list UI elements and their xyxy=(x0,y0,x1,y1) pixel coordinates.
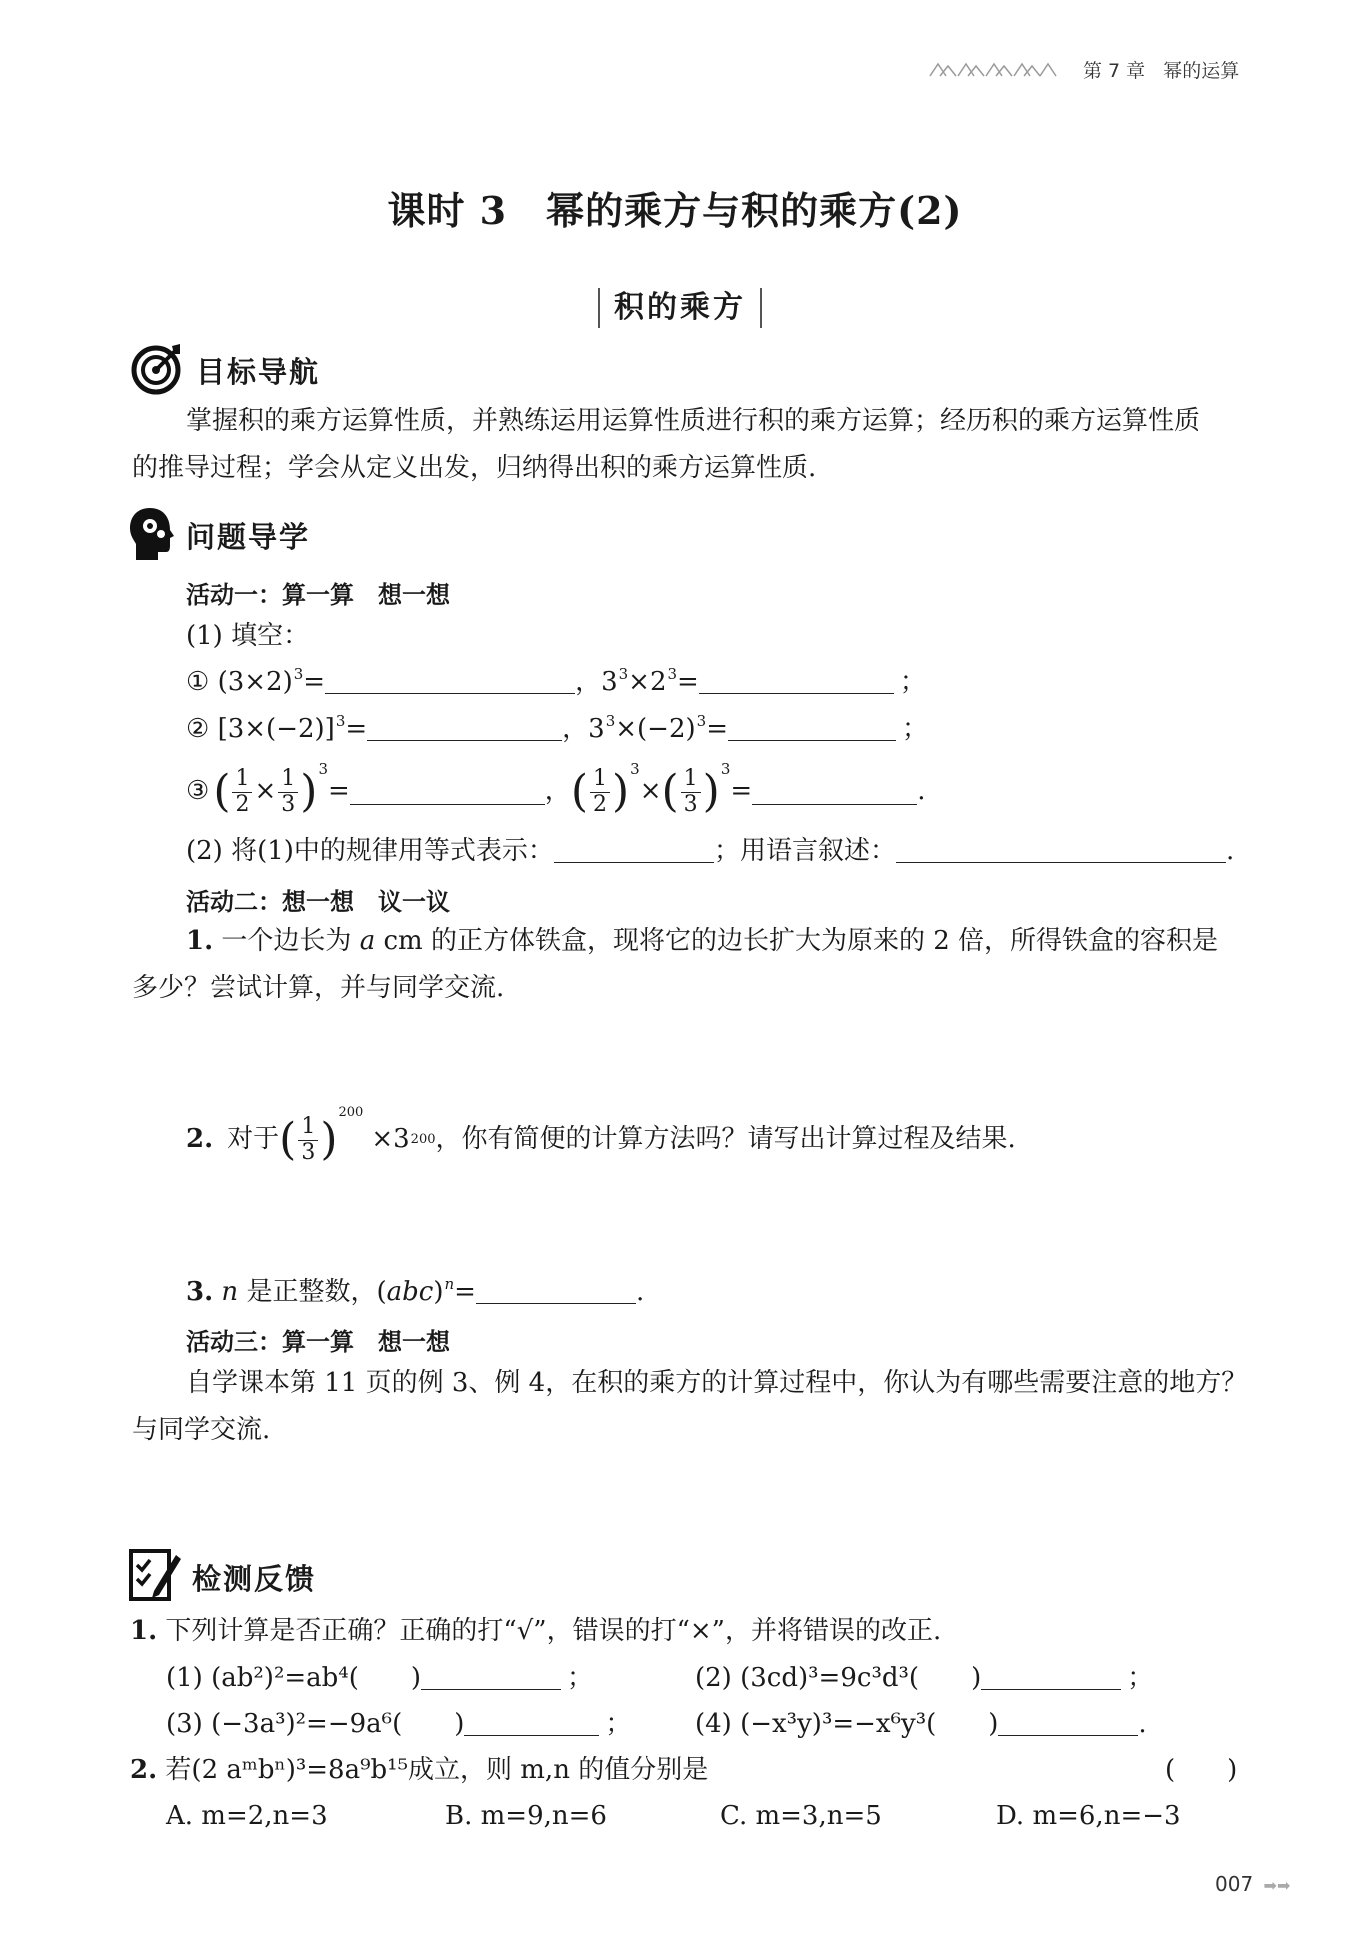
activity1-heading: 活动一：算一算 想一想 xyxy=(186,581,450,609)
fraction-third xyxy=(278,767,298,816)
problem-text: ×3 xyxy=(371,1124,410,1155)
problem-2: 2. 对于 ( $\frac{1}{3}$ ) 200 ×3 200 ，你有简便的计算方法吗？请写出计算过程及结果. xyxy=(186,1105,1016,1165)
problem-1-line2: 多少？尝试计算，并与同学交流. xyxy=(132,973,505,1003)
item-expr: (1) (ab²)²=ab⁴( ) xyxy=(166,1663,422,1693)
answer-blank-rule[interactable] xyxy=(554,838,714,863)
semicolon: ； xyxy=(567,1663,594,1693)
feedback-q1 xyxy=(130,1615,941,1649)
exp: 3 xyxy=(696,712,707,730)
option-b[interactable]: B. m=9,n=6 xyxy=(445,1801,607,1831)
eq: = xyxy=(345,714,368,744)
eq: = xyxy=(677,667,699,697)
denominator: 3 xyxy=(301,1139,316,1165)
problem-text: 对于 xyxy=(227,1124,280,1155)
expr-2a: ② [3×(−2)] xyxy=(186,714,335,744)
problem-number: 3. xyxy=(186,1277,214,1307)
semicolon: ； xyxy=(902,714,929,744)
answer-blank-2a[interactable] xyxy=(367,716,562,741)
denominator: 2 xyxy=(235,791,250,817)
activity3-line2: 与同学交流. xyxy=(132,1415,271,1445)
answer-blank-1a[interactable] xyxy=(325,669,575,694)
activity2-heading: 活动二：想一想 议一议 xyxy=(186,888,450,916)
page-number: 007 xyxy=(1215,1872,1254,1896)
fraction-third xyxy=(298,1115,318,1164)
expr-1c: ，3 xyxy=(575,667,618,697)
subtitle-box xyxy=(598,288,762,328)
eq: = xyxy=(303,667,326,697)
problem-number: 1. xyxy=(186,926,214,956)
feedback-item-2 xyxy=(695,1662,1153,1696)
question-text: 下列计算是否正确？正确的打“√”，错误的打“×”，并将错误的改正. xyxy=(165,1616,942,1646)
period: . xyxy=(635,1277,645,1307)
fill-row-4 xyxy=(186,835,1234,869)
target-icon xyxy=(130,340,186,396)
exp: 3 xyxy=(605,712,616,730)
subtitle: 积的乘方 xyxy=(614,290,746,325)
item-expr: (3) (−3a³)²=−9a⁶( ) xyxy=(166,1709,465,1739)
answer-blank-i2[interactable] xyxy=(981,1665,1121,1690)
question-text: 若(2 aᵐbⁿ)³=8a⁹b¹⁵成立，则 m,n 的值分别是 xyxy=(165,1755,709,1785)
variable-abc: abc xyxy=(386,1277,434,1307)
paren: ) xyxy=(433,1277,444,1307)
comma: ， xyxy=(544,776,571,807)
semicolon: ； xyxy=(899,667,926,697)
fraction-half xyxy=(232,767,252,816)
chapter-number: 第 7 章 xyxy=(1083,60,1146,82)
fill-row-2 xyxy=(186,712,928,747)
eq: = xyxy=(706,714,728,744)
circled-3: ③ xyxy=(186,776,210,807)
period: . xyxy=(1225,836,1235,866)
feedback-item-3 xyxy=(166,1708,631,1742)
answer-blank-3b[interactable] xyxy=(752,780,917,805)
exp: n xyxy=(444,1275,455,1293)
answer-blank-3a[interactable] xyxy=(350,780,545,805)
item-expr: (4) (−x³y)³=−x⁶y³( ) xyxy=(695,1709,999,1739)
problem-number: 2. xyxy=(186,1124,214,1155)
times: × xyxy=(639,776,662,807)
eq: = xyxy=(328,776,350,807)
expr-1d: ×2 xyxy=(628,667,667,697)
feedback-item-1 xyxy=(166,1662,593,1696)
problem-text: 一个边长为 xyxy=(221,926,352,956)
checklist-pen-icon xyxy=(128,1545,182,1603)
exp: 3 xyxy=(720,760,731,778)
activity3-heading: 活动三：算一算 想一想 xyxy=(186,1328,450,1356)
fill-row-3: ③ ( $\frac{1}{2}$ × $\frac{1}{3}$ ) 3 = ， ( $\frac{1}{2}$ ) 3 × ( $\frac{1}{3}$ ) 3 = . xyxy=(186,760,926,817)
verbal-prompt: ；用语言叙述： xyxy=(713,836,896,866)
answer-blank-p3[interactable] xyxy=(476,1279,636,1304)
fill-instruction: (1) 填空： xyxy=(186,621,310,651)
numerator: 1 xyxy=(298,1115,318,1140)
denominator: 2 xyxy=(592,791,607,817)
denominator: 3 xyxy=(683,791,698,817)
arrow-icon: ➡➡ xyxy=(1263,1876,1291,1895)
period: . xyxy=(917,776,926,807)
question-number: 1. xyxy=(130,1616,158,1646)
period: . xyxy=(1138,1709,1147,1739)
section-heading-questions: 问题导学 xyxy=(186,520,311,554)
exp: 3 xyxy=(630,760,640,778)
answer-paren[interactable]: ( ) xyxy=(1165,1755,1238,1785)
expr-2d: ×(−2) xyxy=(615,714,696,744)
answer-blank-2b[interactable] xyxy=(728,716,896,741)
denominator: 3 xyxy=(281,791,296,817)
numerator: 1 xyxy=(278,767,298,792)
numerator: 1 xyxy=(590,767,610,792)
numerator: 1 xyxy=(681,767,701,792)
option-a[interactable]: A. m=2,n=3 xyxy=(166,1801,328,1831)
answer-blank-i4[interactable] xyxy=(998,1711,1138,1736)
problem-1-line1 xyxy=(186,925,1218,959)
activity3-line1: 自学课本第 11 页的例 3、例 4，在积的乘方的计算过程中，你认为有哪些需要注意的地方？ xyxy=(186,1368,1248,1398)
semicolon: ； xyxy=(605,1709,632,1739)
section-heading-feedback: 检测反馈 xyxy=(192,1562,317,1596)
header-mountain-decoration xyxy=(928,58,1063,80)
answer-blank-1b[interactable] xyxy=(699,669,894,694)
item-expr: (2) (3cd)³=9c³d³( ) xyxy=(695,1663,982,1693)
exp: 200 xyxy=(410,1131,436,1147)
exp: 200 xyxy=(338,1105,364,1120)
problem-text: cm 的正方体铁盒，现将它的边长扩大为原来的 2 倍，所得铁盒的容积是 xyxy=(383,926,1219,956)
exp: 3 xyxy=(335,712,346,730)
question-number: 2. xyxy=(130,1755,158,1785)
problem-text: 是正整数，( xyxy=(246,1277,387,1307)
goal-text-line1: 掌握积的乘方运算性质，并熟练运用运算性质进行积的乘方运算；经历积的乘方运算性质 xyxy=(186,406,1201,436)
numerator: 1 xyxy=(232,767,252,792)
fraction-half xyxy=(590,767,610,816)
problem-3 xyxy=(186,1275,644,1310)
goal-text-line2: 的推导过程；学会从定义出发，归纳得出积的乘方运算性质. xyxy=(132,453,817,483)
times: × xyxy=(254,776,277,807)
option-d[interactable]: D. m=6,n=−3 xyxy=(996,1801,1181,1831)
variable-a: a xyxy=(359,926,376,956)
fraction-third xyxy=(681,767,701,816)
exp: 3 xyxy=(618,665,629,683)
feedback-q2 xyxy=(130,1754,708,1788)
exp: 3 xyxy=(667,665,678,683)
lesson-title: 课时 3 幂的乘方与积的乘方(2) xyxy=(387,188,963,233)
rule-prompt: (2) 将(1)中的规律用等式表示： xyxy=(186,836,554,866)
answer-blank-i1[interactable] xyxy=(421,1665,561,1690)
semicolon: ； xyxy=(1127,1663,1154,1693)
fill-row-1 xyxy=(186,665,926,700)
head-gear-icon xyxy=(128,506,176,562)
feedback-item-4 xyxy=(695,1708,1147,1742)
option-c[interactable]: C. m=3,n=5 xyxy=(720,1801,882,1831)
answer-blank-i3[interactable] xyxy=(464,1711,599,1736)
exp: 3 xyxy=(293,665,304,683)
expr-1a: ① (3×2) xyxy=(186,667,293,697)
expr-2c: ，3 xyxy=(562,714,605,744)
variable-n: n xyxy=(221,1277,239,1307)
chapter-title: 幂的运算 xyxy=(1163,60,1240,82)
section-heading-goal: 目标导航 xyxy=(196,355,321,389)
eq: = xyxy=(730,776,753,807)
eq: = xyxy=(454,1277,476,1307)
answer-blank-verbal[interactable] xyxy=(896,838,1226,863)
exp: 3 xyxy=(318,760,328,778)
problem-text: ，你有简便的计算方法吗？请写出计算过程及结果. xyxy=(435,1124,1016,1155)
